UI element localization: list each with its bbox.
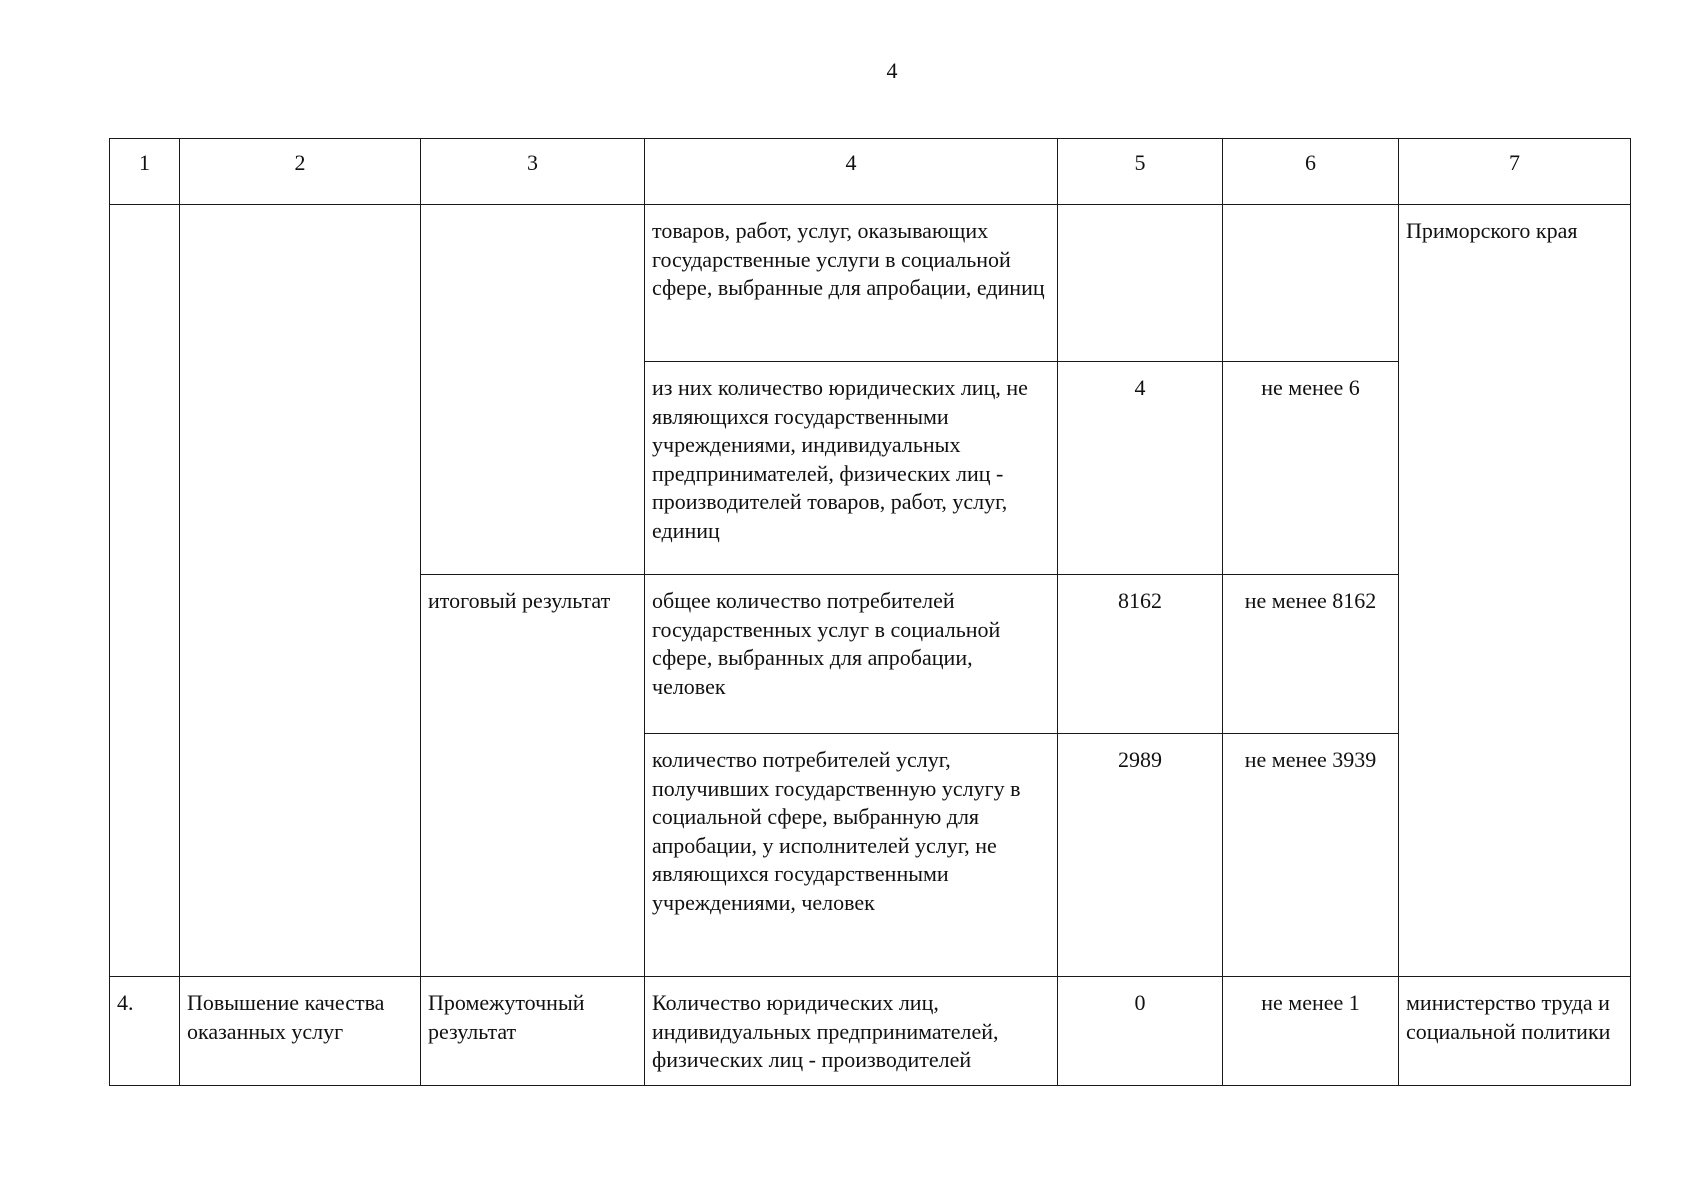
responsible-cell: министерство труда и социальной политики: [1399, 977, 1631, 1086]
result-type-cell: итоговый результат: [421, 575, 645, 977]
indicator-cell: общее количество потребителей государственных услуг в социальной сфере, выбранных для апробации, человек: [645, 575, 1058, 734]
responsible-cell: Приморского края: [1399, 205, 1631, 977]
header-cell-7: 7: [1399, 139, 1631, 205]
base-value-cell: [1058, 205, 1223, 362]
task-cell: Повышение качества оказанных услуг: [180, 977, 421, 1086]
indicator-cell: количество потребителей услуг, получивших государственную услугу в социальной сфере, выбранную для апробации, у исполнителей услуг, не являющихся государственными учреждениями, человек: [645, 734, 1058, 977]
header-cell-3: 3: [421, 139, 645, 205]
base-value-cell: 8162: [1058, 575, 1223, 734]
header-cell-6: 6: [1223, 139, 1399, 205]
indicator-cell: товаров, работ, услуг, оказывающих государственные услуги в социальной сфере, выбранные для апробации, единиц: [645, 205, 1058, 362]
base-value-cell: 4: [1058, 362, 1223, 575]
target-value-cell: [1223, 205, 1399, 362]
target-value-cell: не менее 3939: [1223, 734, 1399, 977]
result-type-cell: [421, 205, 645, 575]
row-number-cell: 4.: [110, 977, 180, 1086]
indicator-cell: из них количество юридических лиц, не являющихся государственными учреждениями, индивидуальных предпринимателей, физических лиц - производителей товаров, работ, услуг, единиц: [645, 362, 1058, 575]
header-cell-4: 4: [645, 139, 1058, 205]
target-value-cell: не менее 6: [1223, 362, 1399, 575]
row-number-cell: [110, 205, 180, 977]
table-row: [110, 977, 1631, 1086]
task-cell: [180, 205, 421, 977]
target-value-cell: не менее 8162: [1223, 575, 1399, 734]
base-value-cell: 2989: [1058, 734, 1223, 977]
table-row: [110, 205, 1631, 362]
results-table: [109, 138, 1631, 1086]
header-cell-2: 2: [180, 139, 421, 205]
page-number: 4: [886, 58, 898, 83]
header-cell-5: 5: [1058, 139, 1223, 205]
indicator-cell: Количество юридических лиц, индивидуальных предпринимателей, физических лиц - производителей: [645, 977, 1058, 1086]
result-type-cell: Промежуточный результат: [421, 977, 645, 1086]
base-value-cell: 0: [1058, 977, 1223, 1086]
header-cell-1: 1: [110, 139, 180, 205]
target-value-cell: не менее 1: [1223, 977, 1399, 1086]
header-row: [110, 139, 1631, 205]
